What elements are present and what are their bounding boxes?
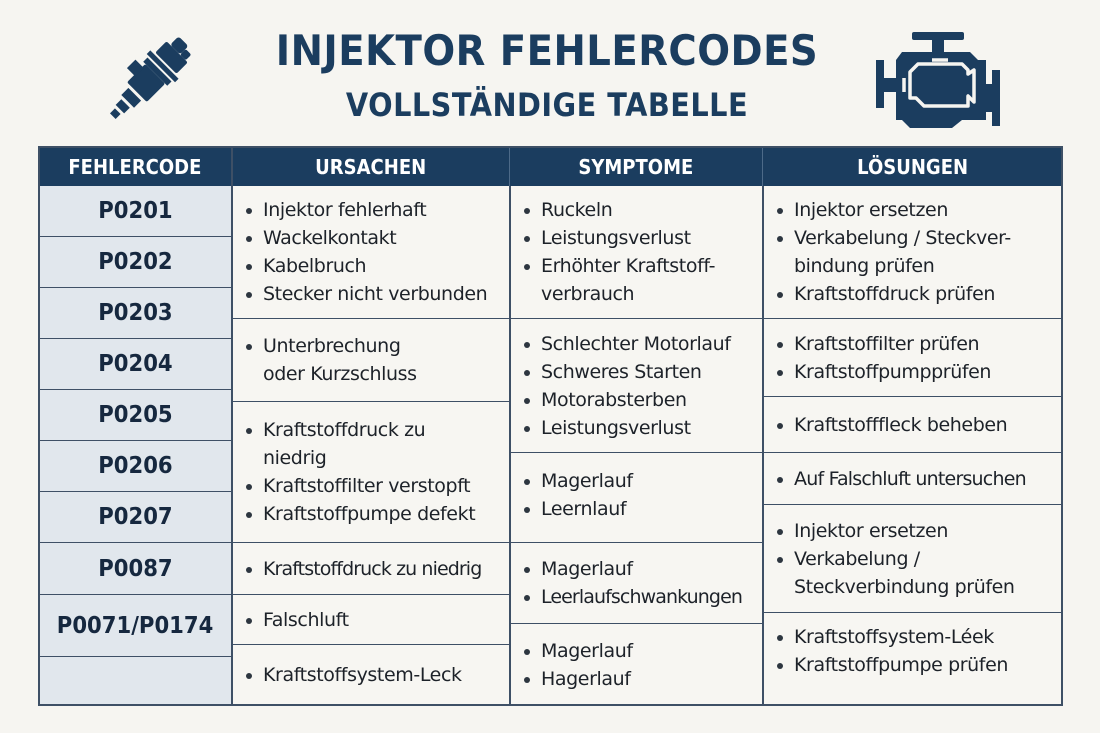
list-item: Kraftstoffilter prüfen bbox=[776, 330, 1063, 358]
list-item: Schlechter Motorlauf bbox=[523, 330, 763, 358]
symptome-cell bbox=[511, 319, 763, 453]
symptome-cell bbox=[511, 543, 763, 624]
loesungen-cell bbox=[764, 613, 1063, 705]
list-item: Leerlaufschwankungen bbox=[523, 583, 763, 611]
list-item-continuation: verbrauch bbox=[541, 283, 635, 305]
list-item-continuation: niedrig bbox=[263, 447, 327, 469]
code-cell: P0204 bbox=[38, 339, 232, 390]
ursachen-cell bbox=[233, 186, 510, 319]
list-item: Kraftstoffpumpprüfen bbox=[776, 358, 1063, 386]
code-cell: P0205 bbox=[38, 390, 232, 441]
list-item: Kraftstoffsystem-Leck bbox=[245, 661, 510, 689]
list-item: Unterbrechung bbox=[245, 332, 510, 360]
list-item: Leistungsverlust bbox=[523, 414, 763, 442]
list-item: Kraftstofffleck beheben bbox=[776, 411, 1063, 439]
code-cell: P0201 bbox=[38, 186, 232, 237]
column-divider bbox=[509, 186, 511, 706]
list-item: Falschluft bbox=[245, 606, 510, 634]
list-item: Verkabelung / bbox=[776, 545, 1063, 573]
code-cell: P0206 bbox=[38, 441, 232, 492]
check-engine-icon bbox=[870, 30, 1006, 128]
column-header-fehlercode: FEHLERCODE bbox=[38, 146, 232, 186]
list-item-continuation: bindung prüfen bbox=[794, 255, 935, 277]
code-cell: P0071/P0174 bbox=[38, 595, 232, 657]
ursachen-cell bbox=[233, 645, 510, 705]
ursachen-cell bbox=[233, 543, 510, 595]
column-header-symptome: SYMPTOME bbox=[510, 146, 763, 186]
column-divider bbox=[231, 146, 233, 706]
column-header-ursachen: URSACHEN bbox=[232, 146, 510, 186]
page-subtitle: VOLLSTÄNDIGE TABELLE bbox=[345, 86, 749, 124]
ursachen-cell bbox=[233, 319, 510, 402]
code-cell: P0203 bbox=[38, 288, 232, 339]
list-item: Injektor ersetzen bbox=[776, 517, 1063, 545]
symptome-cell bbox=[511, 186, 763, 319]
loesungen-cell bbox=[764, 505, 1063, 613]
ursachen-cell bbox=[233, 595, 510, 645]
loesungen-cell bbox=[764, 453, 1063, 505]
code-cell-empty bbox=[38, 657, 232, 706]
list-item: Magerlauf bbox=[523, 555, 763, 583]
list-item: Kabelbruch bbox=[245, 252, 510, 280]
list-item: Magerlauf bbox=[523, 467, 763, 495]
list-item: Auf Falschluft untersuchen bbox=[776, 465, 1063, 493]
loesungen-cell bbox=[764, 319, 1063, 397]
list-item: Leistungsverlust bbox=[523, 224, 763, 252]
list-item: Verkabelung / Steckver- bbox=[776, 224, 1063, 252]
ursachen-cell bbox=[233, 402, 510, 543]
list-item: Injektor ersetzen bbox=[776, 196, 1063, 224]
list-item: Motorabsterben bbox=[523, 386, 763, 414]
list-item: Injektor fehlerhaft bbox=[245, 196, 510, 224]
list-item-continuation: oder Kurzschluss bbox=[263, 363, 417, 385]
list-item: Wackelkontakt bbox=[245, 224, 510, 252]
fault-code-table bbox=[38, 146, 1063, 706]
column-divider bbox=[762, 186, 764, 706]
list-item: Kraftstoffdruck zu bbox=[245, 416, 510, 444]
list-item: Kraftstoffsystem-Léek bbox=[776, 623, 1063, 651]
list-item: Erhöhter Kraftstoff- bbox=[523, 252, 763, 280]
fuel-injector-icon bbox=[95, 28, 207, 128]
list-item: Hagerlauf bbox=[523, 665, 763, 693]
list-item: Leernlauf bbox=[523, 495, 763, 523]
list-item: Kraftstoffpumpe defekt bbox=[245, 500, 510, 528]
list-item: Kraftstoffilter verstopft bbox=[245, 472, 510, 500]
list-item: Kraftstoffpumpe prüfen bbox=[776, 651, 1063, 679]
list-item: Schweres Starten bbox=[523, 358, 763, 386]
symptome-cell bbox=[511, 453, 763, 543]
list-item: Kraftstoffdruck prüfen bbox=[776, 280, 1063, 308]
list-item: Ruckeln bbox=[523, 196, 763, 224]
code-cell: P0207 bbox=[38, 492, 232, 543]
page-title: INJEKTOR FEHLERCODES bbox=[275, 26, 819, 75]
list-item: Magerlauf bbox=[523, 637, 763, 665]
code-cell: P0087 bbox=[38, 543, 232, 595]
loesungen-cell bbox=[764, 186, 1063, 319]
list-item: Kraftstoffdruck zu niedrig bbox=[245, 555, 510, 583]
symptome-cell bbox=[511, 624, 763, 705]
loesungen-cell bbox=[764, 397, 1063, 453]
code-cell: P0202 bbox=[38, 237, 232, 288]
column-header-loesungen: LÖSUNGEN bbox=[857, 155, 969, 179]
list-item-continuation: Steckverbindung prüfen bbox=[794, 575, 1015, 598]
list-item: Stecker nicht verbunden bbox=[245, 280, 510, 308]
table-header bbox=[38, 146, 1063, 186]
